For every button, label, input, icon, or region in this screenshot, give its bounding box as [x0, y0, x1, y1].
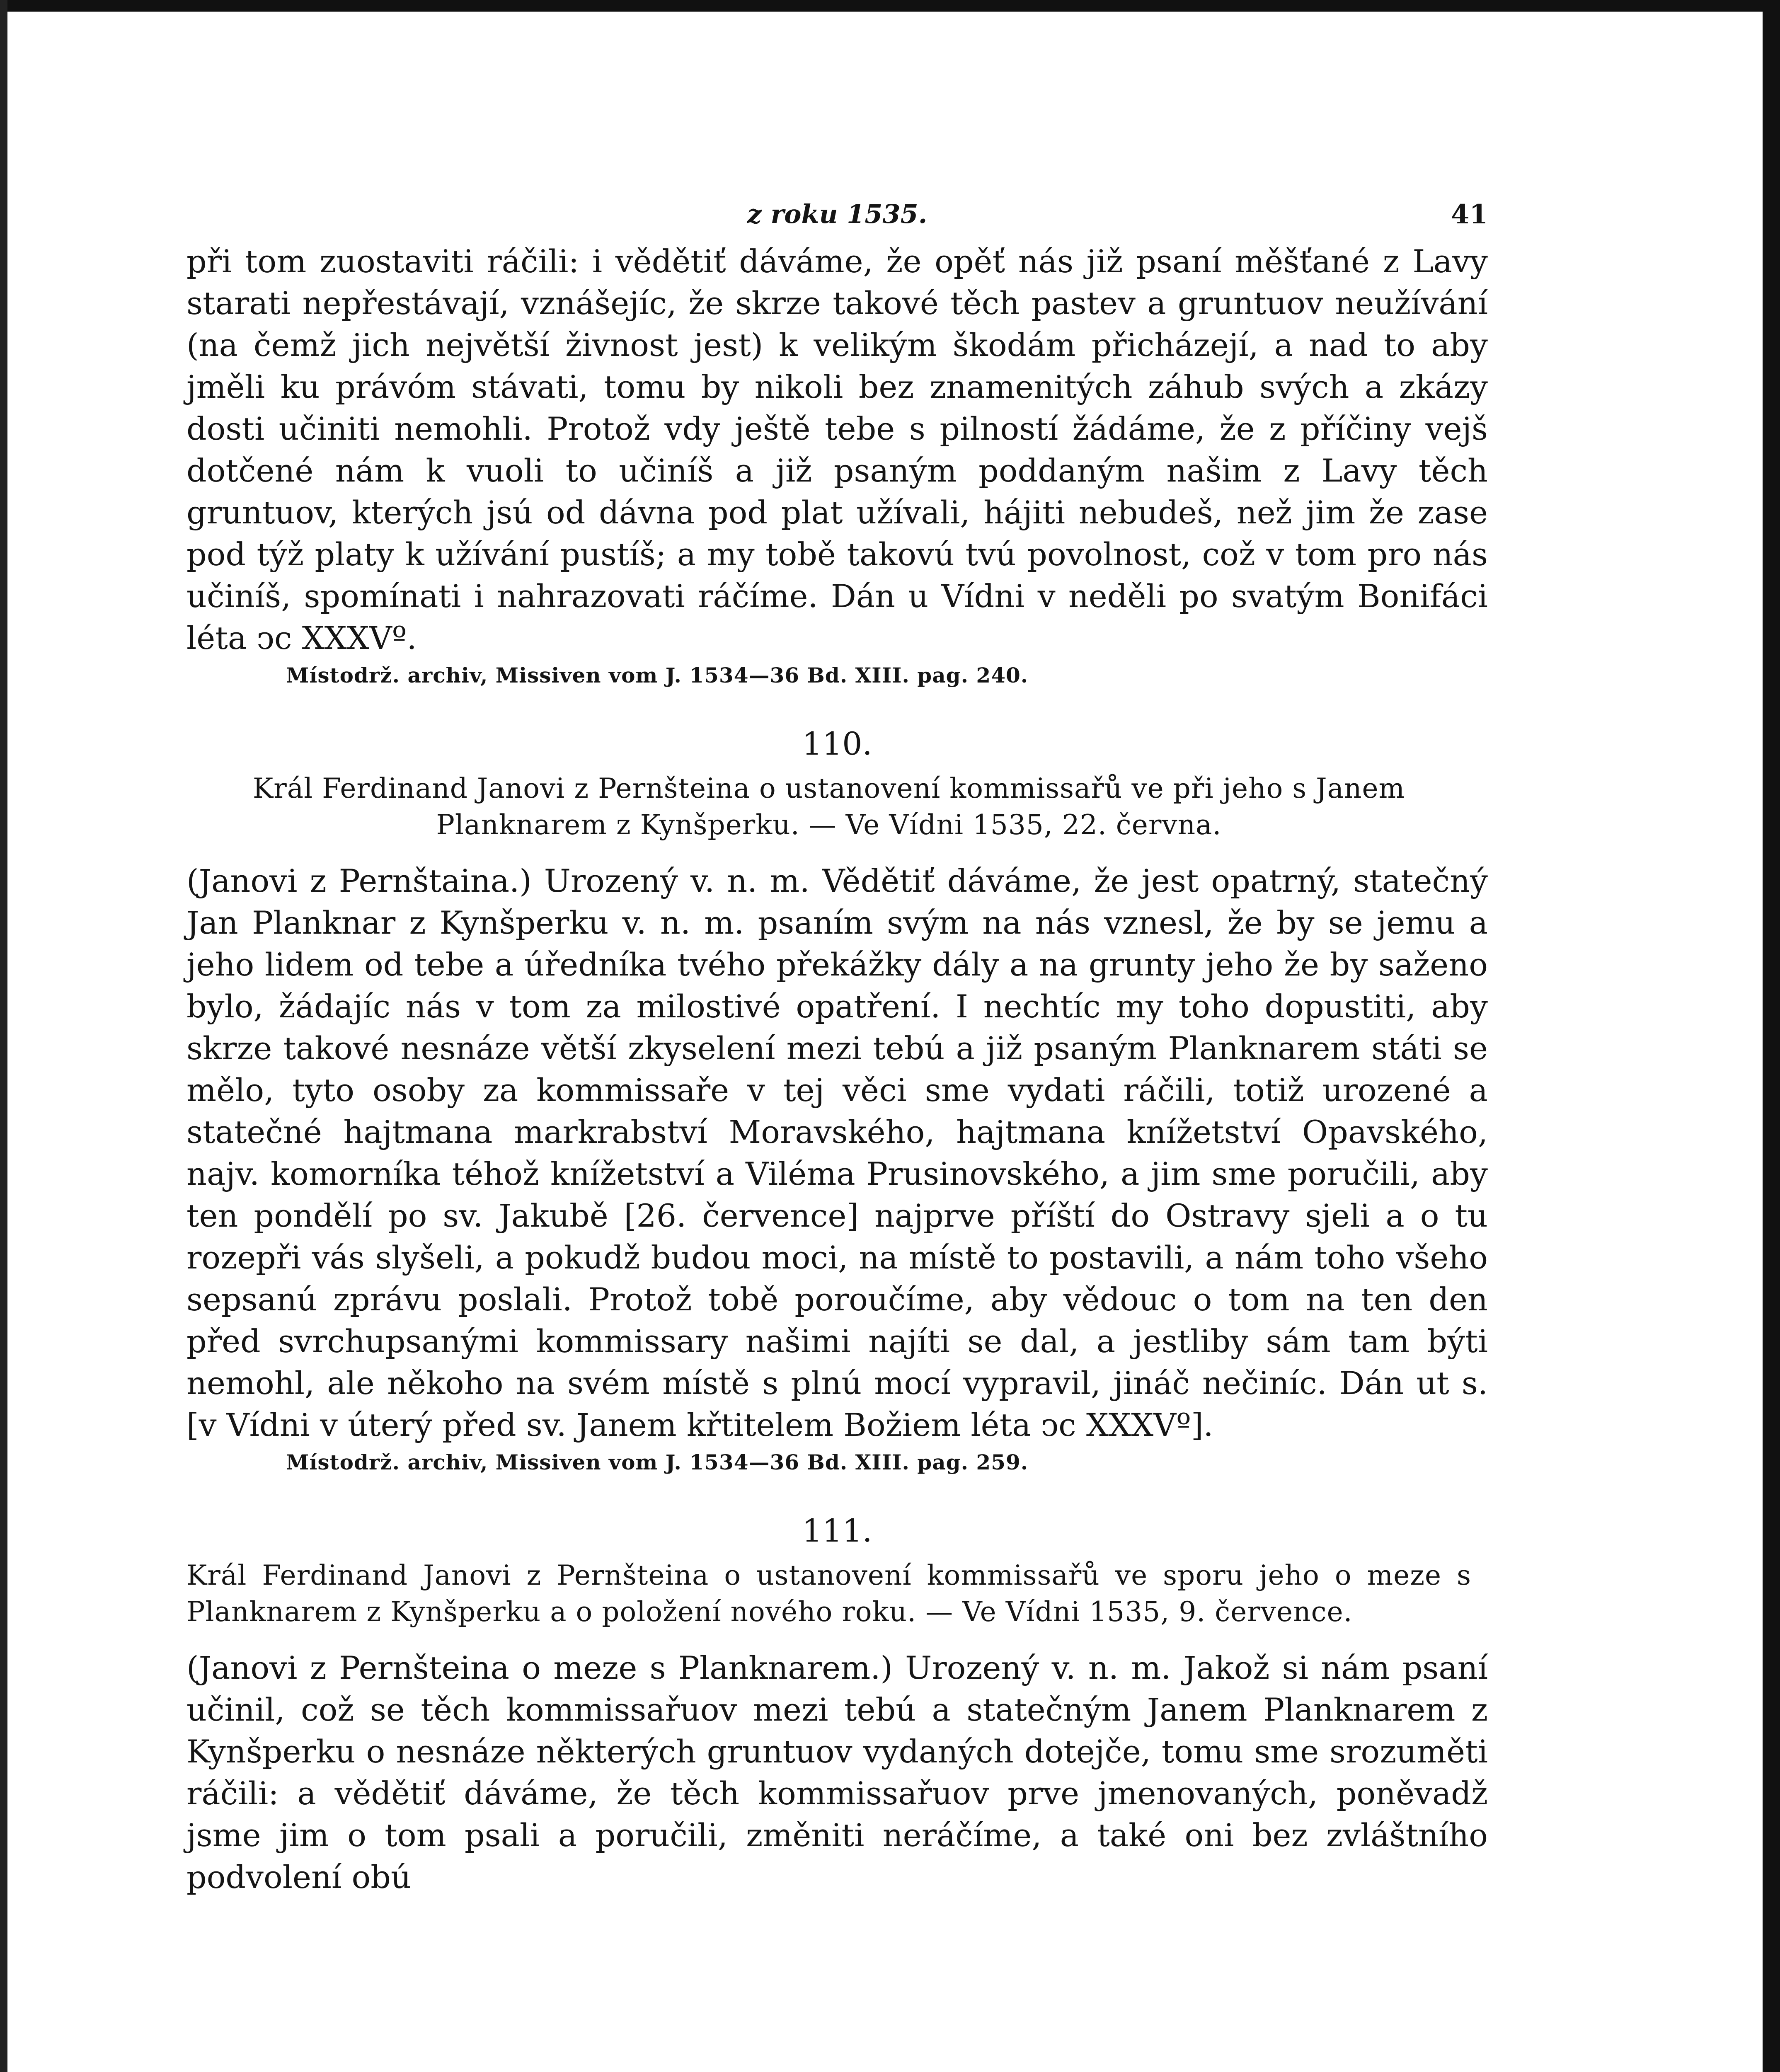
scan-border-top — [0, 0, 1780, 12]
scan-border-right — [1763, 0, 1780, 2072]
document-number-110: 110. — [802, 725, 872, 762]
page-number: 41 — [1451, 199, 1488, 230]
scan-border-left — [0, 0, 7, 2072]
page-body — [186, 195, 1488, 1898]
document-text-111: (Janovi z Pernšteina o meze s Planknarem.) Urozený v. n. m. Jakož si nám psaní učinil, což se těch kommissařuov mezi tebú a statečným Janem Planknarem z Kynšperku o nesnáze některých gruntuov vydaných dotejče, tomu sme srozuměti ráčili: a vědětiť dáváme, že těch kommissařuov prve jmenovaných, poněvadž jsme jim o tom psali a poručili, změniti neráčíme, a také oni bez zvláštního podvolení obú — [186, 1649, 1488, 1895]
continued-text: při tom zuostaviti ráčili: i vědětiť dáváme, že opěť nás již psaní měšťané z Lavy starati nepřestávají, vznášejíc, že skrze takové těch pastev a gruntuov neužívání (na čemž jich největší živnost jest) k velikým škodám přicházejí, a nad to aby jměli ku právóm stávati, tomu by nikoli bez znamenitých záhub svých a zkázy dosti učiniti nemohli. Protož vdy ještě tebe s pilností žádáme, že z příčiny vejš dotčené nám k vuoli to učiníš a již psaným poddaným našim z Lavy těch gruntuov, kterých jsú od dávna pod plat užívali, hájiti nebudeš, než jim že zase pod týž platy k užívání pustíš; a my tobě takovú tvú povolnost, což v tom pro nás učiníš, spomínati i nahrazovati ráčíme. Dán u Vídni v neděli po svatým Bonifáci léta ͻc XXXVº. — [186, 243, 1488, 656]
source-note-110: Místodrž. archiv, Missiven vom J. 1534—36 Bd. XIII. pag. 259. — [286, 1450, 1029, 1474]
document-number-111: 111. — [802, 1512, 872, 1549]
regest-111: Král Ferdinand Janovi z Pernšteina o ustanovení kommissařů ve sporu jeho o meze s Planknarem z Kynšperku a o položení nového roku. — Ve Vídni 1535, 9. července. — [186, 1559, 1471, 1628]
regest-110: Král Ferdinand Janovi z Pernšteina o ustanovení kommissařů ve při jeho s Janem Planknarem z Kynšperku. — Ve Vídni 1535, 22. června. — [252, 772, 1405, 841]
page-header — [186, 195, 1488, 240]
document-text-110: (Janovi z Pernštaina.) Urozený v. n. m. Vědětiť dáváme, že jest opatrný, statečný Jan Planknar z Kynšperku v. n. m. psaním svým na nás vznesl, že by se jemu a jeho lidem od tebe a úředníka tvého překážky dály a na grunty jeho že by saženo bylo, žádajíc nás v tom za milostivé opatření. I nechtíc my toho dopustiti, aby skrze takové nesnáze větší zkyselení mezi tebú a již psaným Planknarem státi se mělo, tyto osoby za kommissaře v tej věci sme vydati ráčili, totiž urozené a statečné hajtmana markrabství Moravského, hajtmana knížetství Opavského, najv. komorníka téhož knížetství a Viléma Prusinovského, a jim sme poručili, aby ten pondělí po sv. Jakubě [26. července] najprve příští do Ostravy sjeli a o tu rozepři vás slyšeli, a pokudž budou moci, na místě to postavili, a nám toho všeho sepsanú zprávu poslali. Protož tobě poroučíme, aby vědouc o tom na ten den před svrchupsanými kommissary našimi najíti se dal, a jestliby sám tam býti nemohl, ale někoho na svém místě s plnú mocí vypravil, jináč nečiníc. Dán ut s. [v Vídni v úterý před sv. Janem křtitelem Božiem léta ͻc XXXVº]. — [186, 862, 1488, 1443]
source-note-prev: Místodrž. archiv, Missiven vom J. 1534—36 Bd. XIII. pag. 240. — [286, 663, 1029, 687]
running-head: z roku 1535. — [747, 199, 928, 229]
